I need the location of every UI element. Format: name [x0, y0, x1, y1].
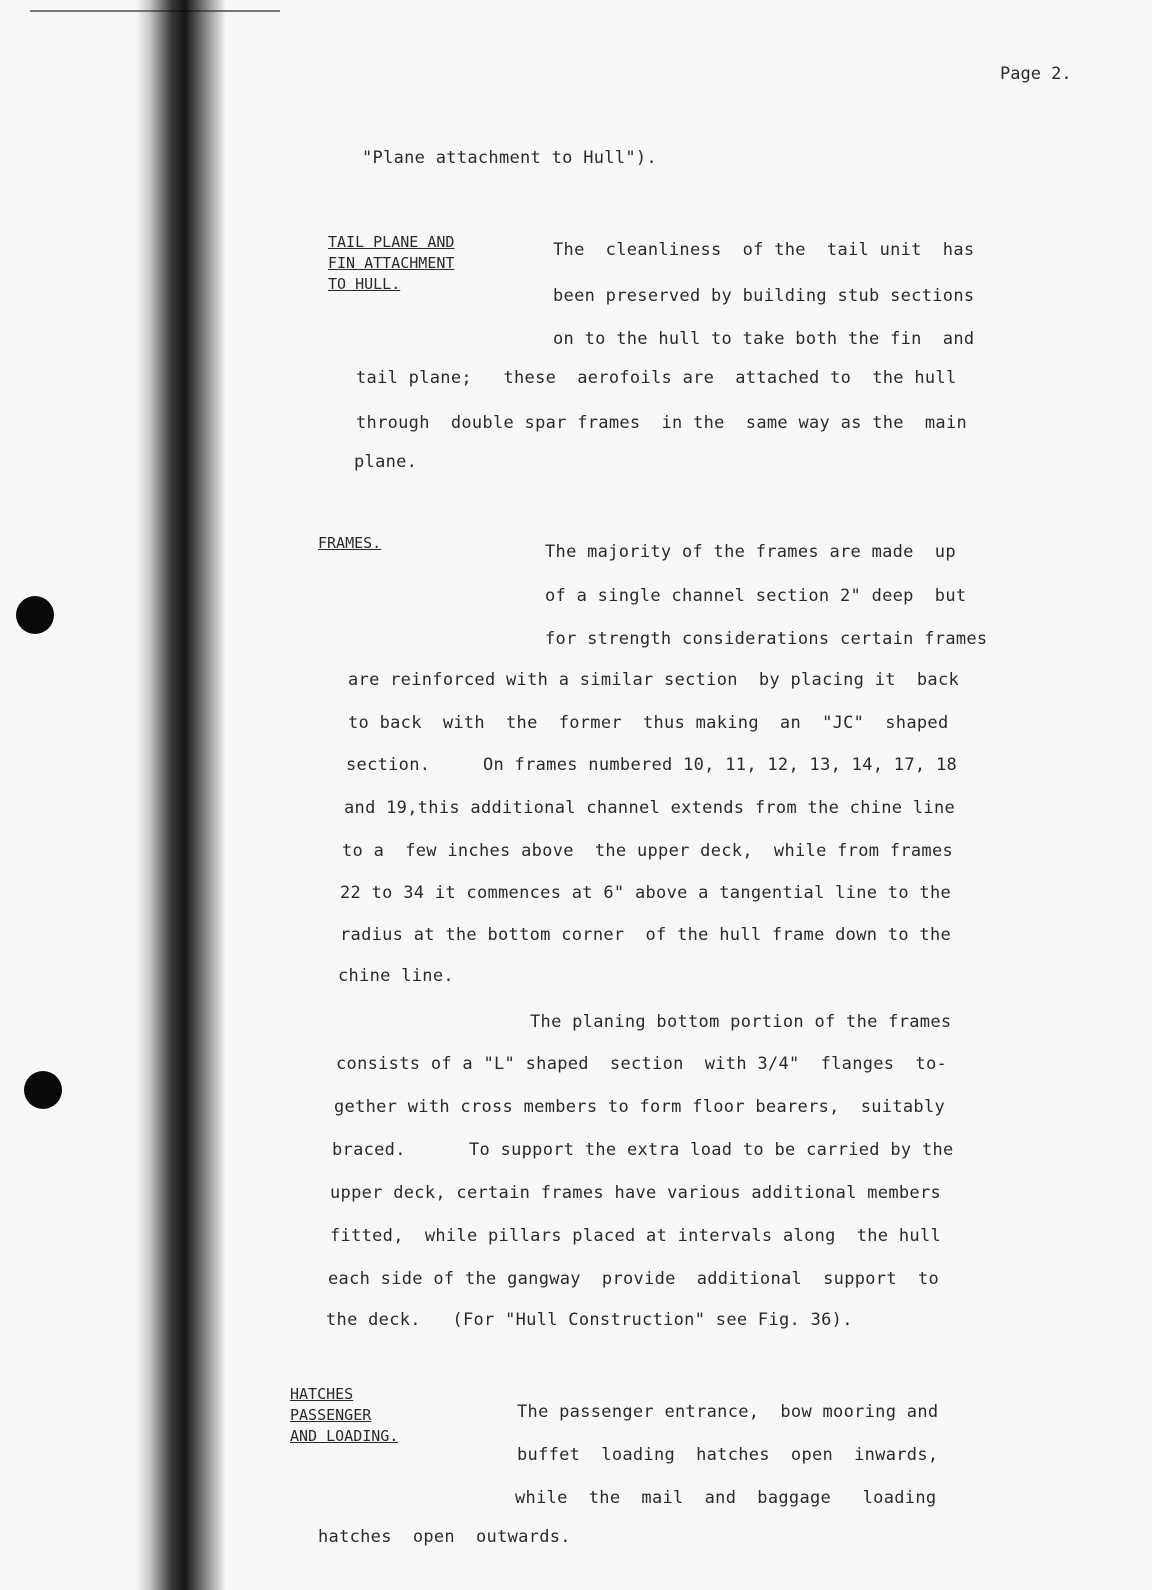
heading-line: TAIL PLANE AND	[328, 233, 455, 251]
text-line: plane.	[354, 452, 418, 472]
section-heading-frames: FRAMES.	[318, 534, 382, 552]
text-line: are reinforced with a similar section by placing it back	[348, 670, 960, 690]
text-line: radius at the bottom corner of the hull frame down to the	[340, 925, 952, 945]
binding-shadow	[136, 0, 226, 1590]
text-line: to a few inches above the upper deck, while from frames	[342, 841, 954, 861]
text-line: The planing bottom portion of the frames	[530, 1012, 952, 1032]
text-line: gether with cross members to form floor bearers, suitably	[334, 1097, 946, 1117]
text-line: and 19,this additional channel extends from the chine line	[344, 798, 956, 818]
heading-line: PASSENGER	[290, 1406, 372, 1424]
heading-line: FIN ATTACHMENT	[328, 254, 455, 272]
text-line: to back with the former thus making an "JC" shaped	[348, 713, 949, 733]
punch-hole	[24, 1071, 62, 1109]
text-line: tail plane; these aerofoils are attached to the hull	[356, 368, 957, 388]
page-number: Page 2.	[1000, 64, 1072, 84]
section-heading-hatches	[290, 1384, 398, 1447]
heading-line: AND LOADING.	[290, 1427, 399, 1445]
text-line: The passenger entrance, bow mooring and	[517, 1402, 939, 1422]
text-line: buffet loading hatches open inwards,	[517, 1445, 939, 1465]
heading-line: HATCHES	[290, 1385, 354, 1403]
text-line: The majority of the frames are made up	[545, 542, 956, 562]
section-heading-tail-plane	[328, 232, 454, 295]
text-line: while the mail and baggage loading	[515, 1488, 937, 1508]
text-line: chine line.	[338, 966, 454, 986]
text-line: consists of a "L" shaped section with 3/4" flanges to-	[336, 1054, 948, 1074]
text-line: been preserved by building stub sections	[553, 286, 975, 306]
text-line: fitted, while pillars placed at intervals along the hull	[330, 1226, 942, 1246]
punch-hole	[16, 596, 54, 634]
heading-line: TO HULL.	[328, 275, 401, 293]
text-line: the deck. (For "Hull Construction" see Fig. 36).	[326, 1310, 853, 1330]
text-line: hatches open outwards.	[318, 1527, 571, 1547]
text-line: 22 to 34 it commences at 6" above a tangential line to the	[340, 883, 952, 903]
text-line: each side of the gangway provide additional support to	[328, 1269, 940, 1289]
text-line: The cleanliness of the tail unit has	[553, 240, 975, 260]
text-line: on to the hull to take both the fin and	[553, 329, 975, 349]
text-line: section. On frames numbered 10, 11, 12, 13, 14, 17, 18	[346, 755, 958, 775]
text-line: braced. To support the extra load to be carried by the	[332, 1140, 954, 1160]
text-line: through double spar frames in the same way as the main	[356, 413, 968, 433]
continuation-line: "Plane attachment to Hull").	[362, 148, 657, 168]
text-line: for strength considerations certain frames	[545, 629, 988, 649]
text-line: upper deck, certain frames have various additional members	[330, 1183, 942, 1203]
text-line: of a single channel section 2" deep but	[545, 586, 967, 606]
